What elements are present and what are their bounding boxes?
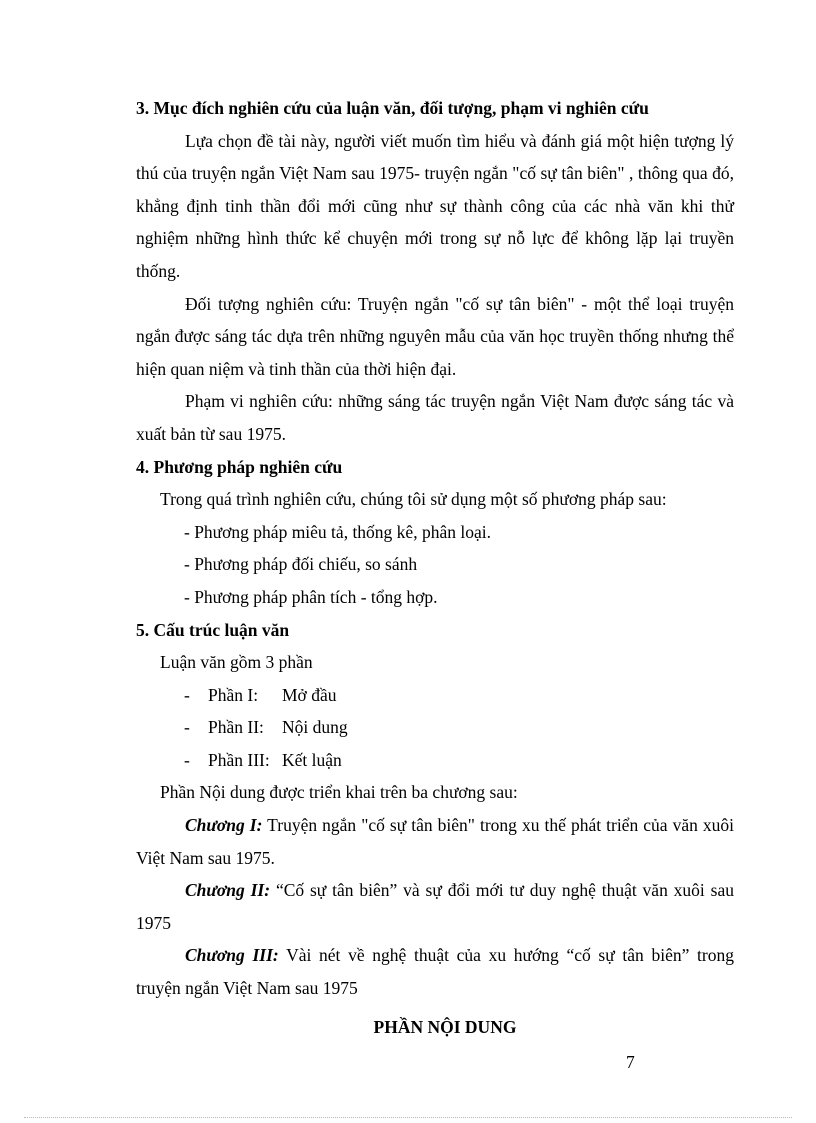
section-5-intro: Luận văn gồm 3 phần xyxy=(160,652,313,673)
page-bottom-divider xyxy=(24,1117,792,1118)
part-name: Phần III: xyxy=(208,749,270,770)
section-3-paragraph-purpose: Lựa chọn đề tài này, người viết muốn tìm hiểu và đánh giá một hiện tượng lý thú của truyện ngắn Việt Nam sau 1975- truyện ngắn "cố sự tân biên" , thông qua đó, khẳng định tinh thần đổi mới cũng như sự thành công của các nhà văn khi thử nghiệm những hình thức kể chuyện mới trong sự nỗ lực để không lặp lại truyền thống. xyxy=(136,130,734,281)
section-3-paragraph-object: Đối tượng nghiên cứu: Truyện ngắn "cố sự tân biên" - một thể loại truyện ngắn được sáng tác dựa trên những nguyên mẫu của văn học truyền thống nhưng thể hiện quan niệm và tinh thần của thời hiện đại. xyxy=(136,293,734,379)
chapter-text: Vài nét về nghệ thuật của xu hướng “cố sự tân biên” trong truyện ngắn Việt Nam sau 1975 xyxy=(136,945,734,999)
page-number: 7 xyxy=(626,1052,635,1072)
section-3-paragraph-scope: Phạm vi nghiên cứu: những sáng tác truyện ngắn Việt Nam được sáng tác và xuất bản từ sau 1975. xyxy=(136,391,734,444)
section-4-intro: Trong quá trình nghiên cứu, chúng tôi sử dụng một số phương pháp sau: xyxy=(160,489,667,510)
section-4-heading: 4. Phương pháp nghiên cứu xyxy=(136,456,343,477)
method-item: - Phương pháp phân tích - tổng hợp. xyxy=(184,586,438,607)
chapter-item xyxy=(136,939,734,1004)
part-name: Phần I: xyxy=(208,684,259,705)
chapter-label: Chương I: xyxy=(185,815,263,836)
part-dash: - xyxy=(184,749,190,770)
section-3-heading: 3. Mục đích nghiên cứu của luận văn, đối tượng, phạm vi nghiên cứu xyxy=(136,98,649,118)
part-item xyxy=(136,744,734,777)
chapter-text: Truyện ngắn "cố sự tân biên" trong xu thế phát triển của văn xuôi Việt Nam sau 1975. xyxy=(136,815,734,868)
part-name: Phần II: xyxy=(208,717,264,738)
part-dash: - xyxy=(184,684,190,705)
content-intro: Phần Nội dung được triển khai trên ba chương sau: xyxy=(160,782,518,803)
chapter-label: Chương II: xyxy=(185,880,271,901)
part-title: Mở đầu xyxy=(282,684,337,705)
part-dash: - xyxy=(184,717,190,738)
part-item xyxy=(136,711,734,744)
chapter-text: “Cố sự tân biên” và sự đổi mới tư duy nghệ thuật văn xuôi sau 1975 xyxy=(136,880,734,933)
section-5-heading: 5. Cấu trúc luận văn xyxy=(136,619,290,640)
chapter-item xyxy=(136,809,734,874)
chapter-item xyxy=(136,874,734,939)
part-title: Nội dung xyxy=(282,717,348,738)
method-item: - Phương pháp đối chiếu, so sánh xyxy=(184,554,418,575)
chapter-label: Chương III: xyxy=(185,945,279,966)
part-title-heading: PHẦN NỘI DUNG xyxy=(373,1016,517,1037)
method-item: - Phương pháp miêu tả, thống kê, phân loại. xyxy=(184,521,491,542)
part-item xyxy=(136,679,734,712)
part-title: Kết luận xyxy=(282,749,342,770)
page-body xyxy=(136,92,734,1043)
